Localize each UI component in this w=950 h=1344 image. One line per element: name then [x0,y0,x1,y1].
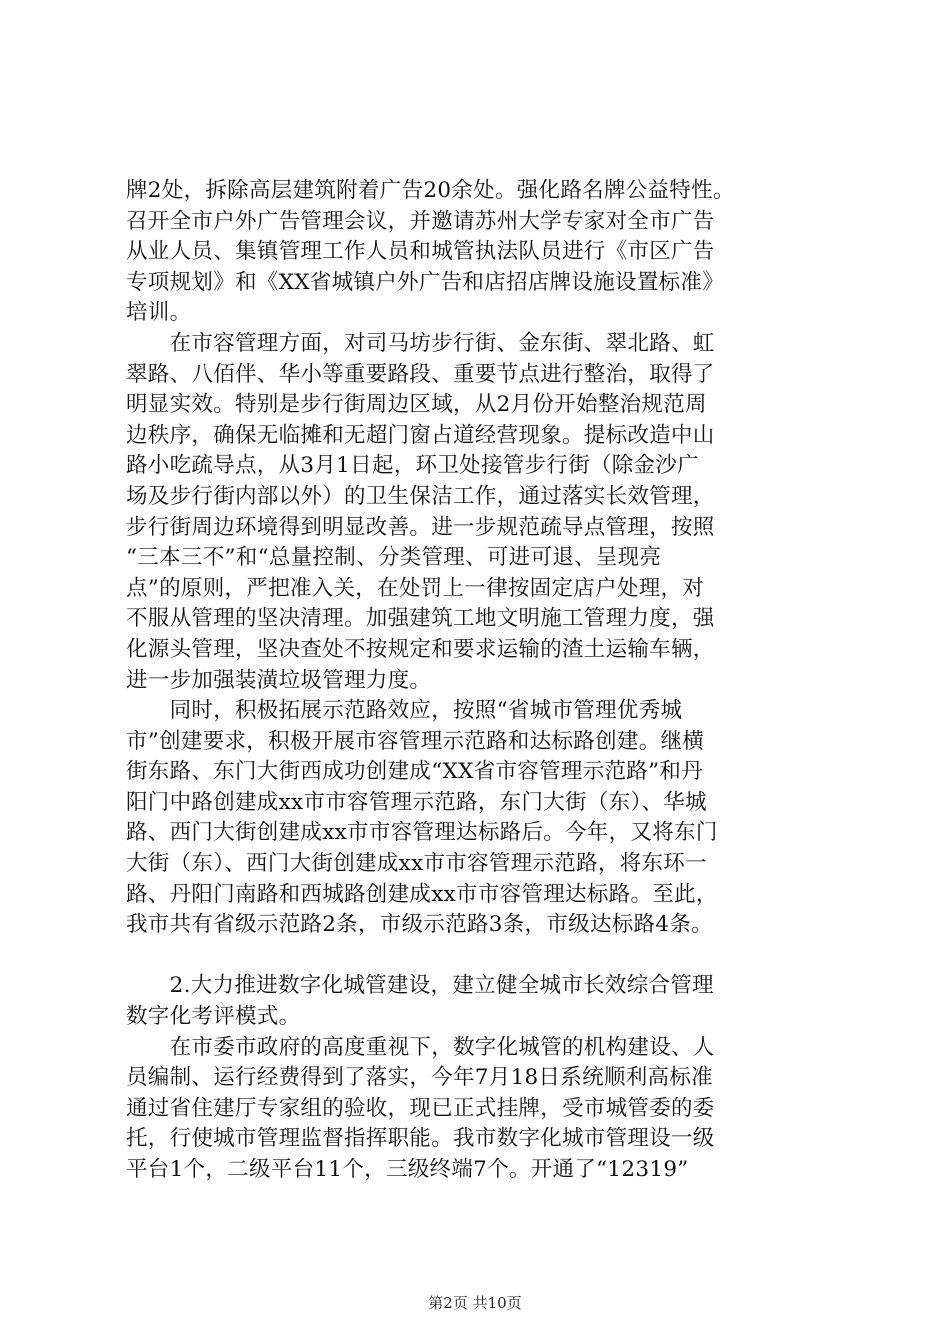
text-line: 通过省住建厅专家组的验收，现已正式挂牌，受市城管委的委 [126,1095,715,1121]
text-line: “三本三不”和“总量控制、分类管理、可进可退、呈现亮 [126,545,662,571]
text-line: 从业人员、集镇管理工作人员和城管执法队员进行《市区广告 [126,239,715,265]
text-line: 数字化考评模式。 [126,1004,301,1030]
text-line: 街东路、东门大街西成功创建成“XX省市容管理示范路”和丹 [126,759,703,785]
text-line: 我市共有省级示范路2条，市级示范路3条，市级达标路4条。 [126,912,713,938]
text-line: 在市委市政府的高度重视下，数字化城管的机构建设、人 [126,1034,715,1060]
text-line: 同时，积极拓展示范路效应，按照“省城市管理优秀城 [126,698,683,724]
page-footer: 第2页 共10页 [428,1294,522,1312]
text-line: 不服从管理的坚决清理。加强建筑工地文明施工管理力度，强 [126,606,715,632]
text-line: 在市容管理方面，对司马坊步行街、金东街、翠北路、虹 [126,330,715,356]
blank-line [126,941,838,972]
text-line: 大街（东）、西门大街创建成xx市市容管理示范路，将东环一 [126,851,707,877]
text-line: 步行街周边环境得到明显改善。进一步规范疏导点管理，按照 [126,514,715,540]
text-line: 召开全市户外广告管理会议，并邀请苏州大学专家对全市广告 [126,208,715,234]
text-line: 培训。 [126,300,192,326]
text-line: 托，行使城市管理监督指挥职能。我市数字化城市管理设一级 [126,1126,715,1152]
text-line: 市”创建要求，积极开展市容管理示范路和达标路创建。继横 [126,728,705,754]
body-text [126,176,838,1186]
text-line: 专项规划》和《XX省城镇户外广告和店招店牌设施设置标准》 [126,269,725,295]
text-line: 路小吃疏导点，从3月1日起，环卫处接管步行街（除金沙广 [126,453,699,479]
text-line: 翠路、八佰伴、华小等重要路段、重要节点进行整治，取得了 [126,361,715,387]
text-line: 化源头管理，坚决查处不按规定和要求运输的渣土运输车辆， [126,636,715,662]
text-line: 路、丹阳门南路和西城路创建成xx市市容管理达标路。至此， [126,881,718,907]
text-line: 点”的原则，严把准入关，在处罚上一律按固定店户处理，对 [126,575,705,601]
text-line: 路、西门大街创建成xx市市容管理达标路后。今年，又将东门 [126,820,718,846]
text-line: 牌2处，拆除高层建筑附着广告20余处。强化路名牌公益特性。 [126,178,735,203]
text-line: 进一步加强装潢垃圾管理力度。 [126,667,432,693]
text-line: 场及步行街内部以外）的卫生保洁工作，通过落实长效管理， [126,483,715,509]
text-line: 2.大力推进数字化城管建设，建立健全城市长效综合管理 [126,973,714,999]
text-line: 阳门中路创建成xx市市容管理示范路，东门大街（东）、华城 [126,789,707,815]
text-line: 平台1个，二级平台11个，三级终端7个。开通了“12319” [126,1157,689,1182]
text-line: 明显实效。特别是步行街周边区域，从2月份开始整治规范周 [126,392,707,418]
text-line: 边秩序，确保无临摊和无超门窗占道经营现象。提标改造中山 [126,422,715,448]
text-line: 员编制、运行经费得到了落实，今年7月18日系统顺利高标准 [126,1065,713,1091]
